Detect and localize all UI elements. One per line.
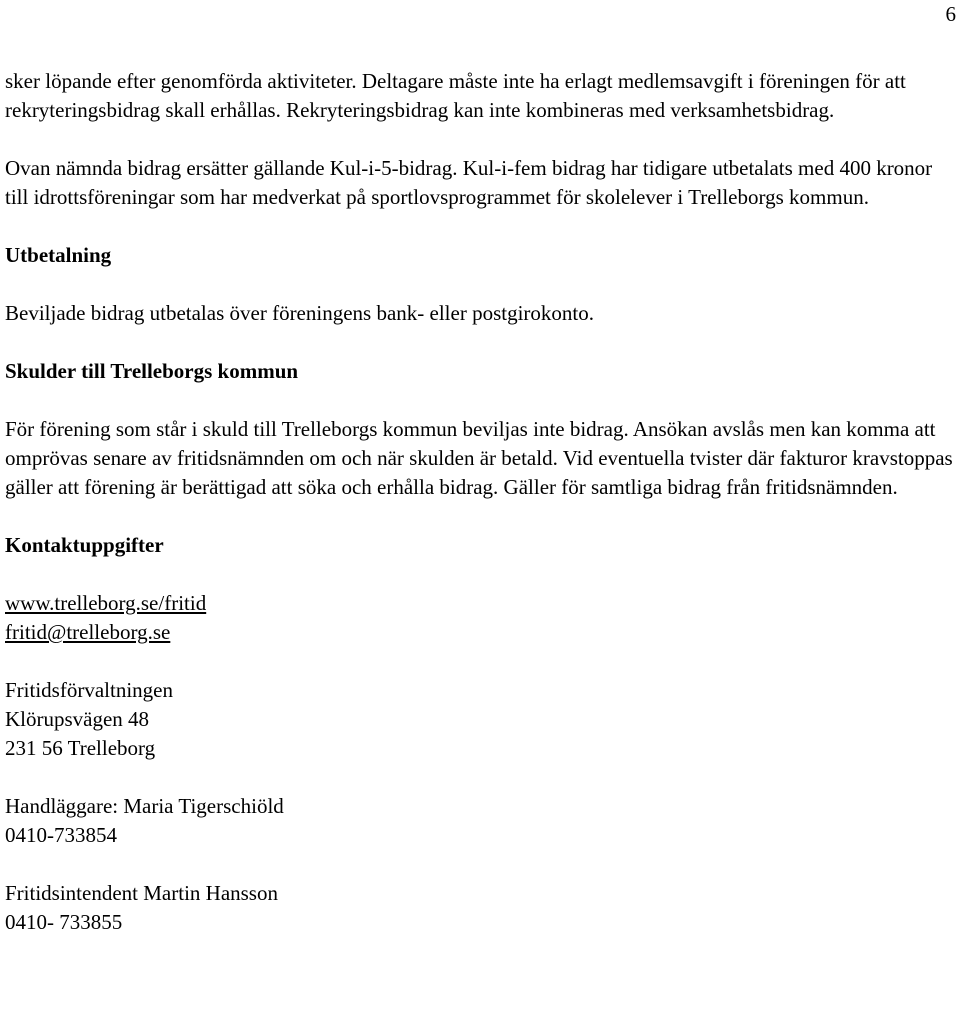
document-body (5, 67, 957, 937)
website-link[interactable]: www.trelleborg.se/fritid (5, 591, 207, 615)
postal-address: 231 56 Trelleborg (5, 736, 156, 760)
paragraph-payment: Beviljade bidrag utbetalas över föreningens bank- eller postgirokonto. (5, 301, 594, 325)
intendant-phone: 0410- 733855 (5, 910, 123, 934)
heading-payment: Utbetalning (5, 243, 112, 267)
spacer (5, 125, 957, 154)
paragraph-recruitment: sker löpande efter genomförda aktiviteter. Deltagare måste inte ha erlagt medlemsavgift i föreningen för att rekryteringsbidrag skall erhållas. Rekryteringsbidrag kan inte kombineras med verksamhetsbidrag. (5, 69, 906, 122)
handler-name: Handläggare: Maria Tigerschiöld (5, 794, 284, 818)
heading-contact: Kontaktuppgifter (5, 533, 164, 557)
email-link[interactable]: fritid@trelleborg.se (5, 620, 171, 644)
heading-debts: Skulder till Trelleborgs kommun (5, 359, 299, 383)
spacer (5, 560, 957, 589)
handler-phone: 0410-733854 (5, 823, 117, 847)
spacer (5, 386, 957, 415)
paragraph-kul-i-5: Ovan nämnda bidrag ersätter gällande Kul-i-5-bidrag. Kul-i-fem bidrag har tidigare utbetalats med 400 kronor till idrottsföreningar som har medverkat på sportlovsprogrammet för skolelever i Trelleborgs kommun. (5, 156, 933, 209)
spacer (5, 328, 957, 357)
org-name: Fritidsförvaltningen (5, 678, 173, 702)
spacer (5, 212, 957, 241)
spacer (5, 647, 957, 676)
paragraph-debts: För förening som står i skuld till Trelleborgs kommun beviljas inte bidrag. Ansökan avslås men kan komma att omprövas senare av fritidsnämnden om och när skulden är betald. Vid eventuella tvister där fakturor kravstoppas gäller att förening är berättigad att söka och erhålla bidrag. Gäller för samtliga bidrag från fritidsnämnden. (5, 417, 953, 499)
page-number: 6 (945, 2, 956, 26)
intendant-name: Fritidsintendent Martin Hansson (5, 881, 278, 905)
spacer (5, 850, 957, 879)
spacer (5, 763, 957, 792)
street-address: Klörupsvägen 48 (5, 707, 150, 731)
spacer (5, 270, 957, 299)
spacer (5, 502, 957, 531)
